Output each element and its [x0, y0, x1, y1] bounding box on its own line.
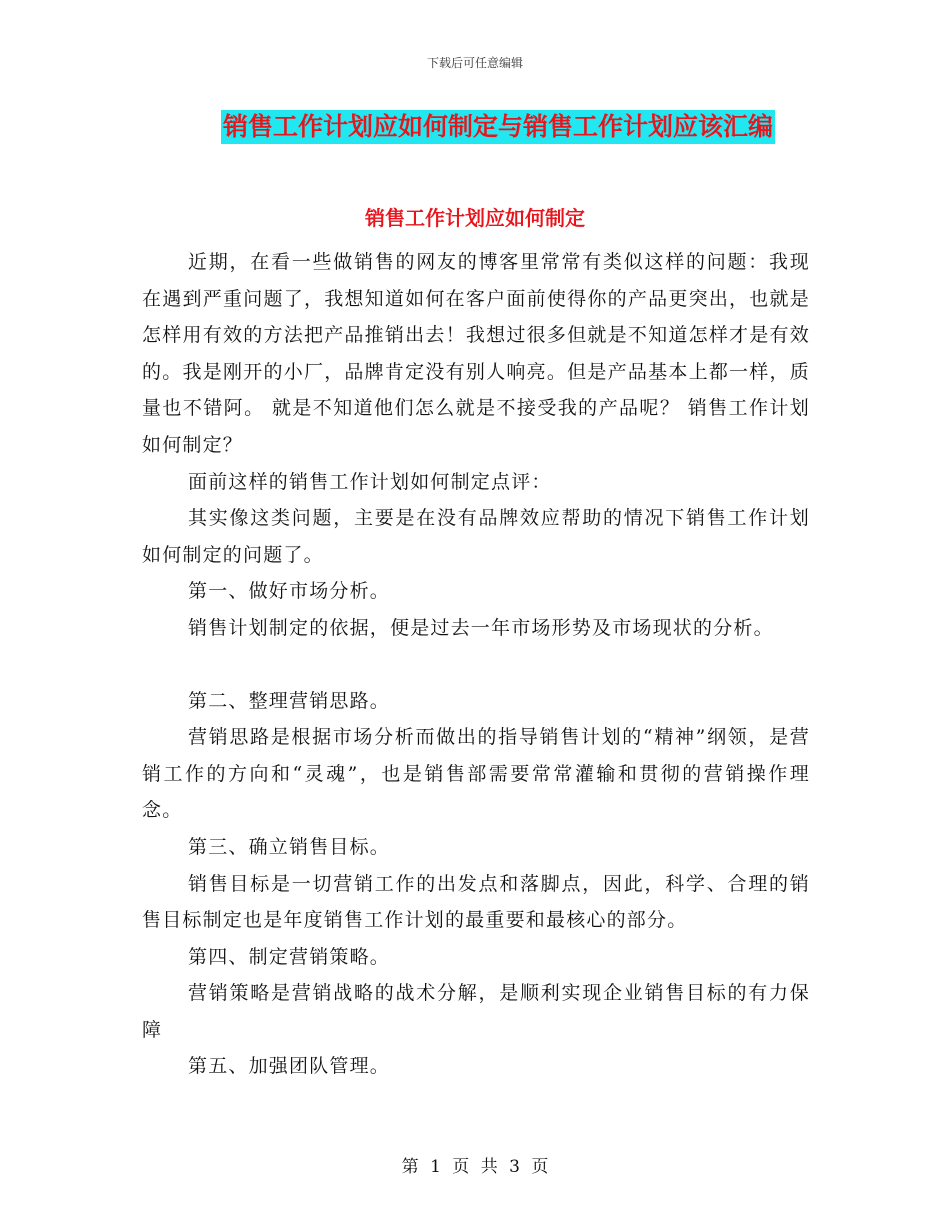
step-text-1: 销售计划制定的依据，便是过去一年市场形势及市场现状的分析。	[188, 616, 774, 639]
document-title-container	[0, 110, 950, 144]
paragraph-intro: 近期，在看一些做销售的网友的博客里常常有类似这样的问题：我现在遇到严重问题了，我想知道如何在客户面前使得你的产品更突出，也就是怎样用有效的方法把产品推销出去！我想过很多但就是不知道怎样才是有效的。我是刚开的小厂，品牌肯定没有别人响亮。但是产品基本上都一样，质量也不错阿。 就是不知道他们怎么就是不接受我的产品呢？ 销售工作计划如何制定？	[142, 251, 810, 456]
step-heading-3: 第三、确立销售目标。	[188, 835, 391, 858]
step-text-3: 销售目标是一切营销工作的出发点和落脚点，因此，科学、合理的销售目标制定也是年度销售工作计划的最重要和最核心的部分。	[142, 872, 810, 932]
step-heading-5: 第五、加强团队管理。	[188, 1055, 391, 1078]
page-footer: 第 1 页 共 3 页	[401, 1157, 549, 1177]
section-title: 销售工作计划应如何制定	[365, 206, 585, 230]
step-heading-1: 第一、做好市场分析。	[188, 580, 391, 603]
document-body	[142, 244, 810, 1085]
step-text-4: 营销策略是营销战略的战术分解，是顺利实现企业销售目标的有力保障	[142, 982, 810, 1041]
step-text-2: 营销思路是根据市场分析而做出的指导销售计划的“精神”纲领，是营销工作的方向和“灵魂”，也是销售部需要常常灌输和贯彻的营销操作理念。	[142, 726, 810, 822]
step-heading-4: 第四、制定营销策略。	[188, 945, 391, 968]
document-title: 销售工作计划应如何制定与销售工作计划应该汇编	[221, 110, 775, 144]
paragraph-comment: 其实像这类问题，主要是在没有品牌效应帮助的情况下销售工作计划如何制定的问题了。	[142, 507, 810, 566]
header-note: 下载后可任意编辑	[426, 56, 523, 70]
step-heading-2: 第二、整理营销思路。	[188, 689, 391, 712]
paragraph-comment-heading: 面前这样的销售工作计划如何制定点评：	[188, 470, 552, 493]
